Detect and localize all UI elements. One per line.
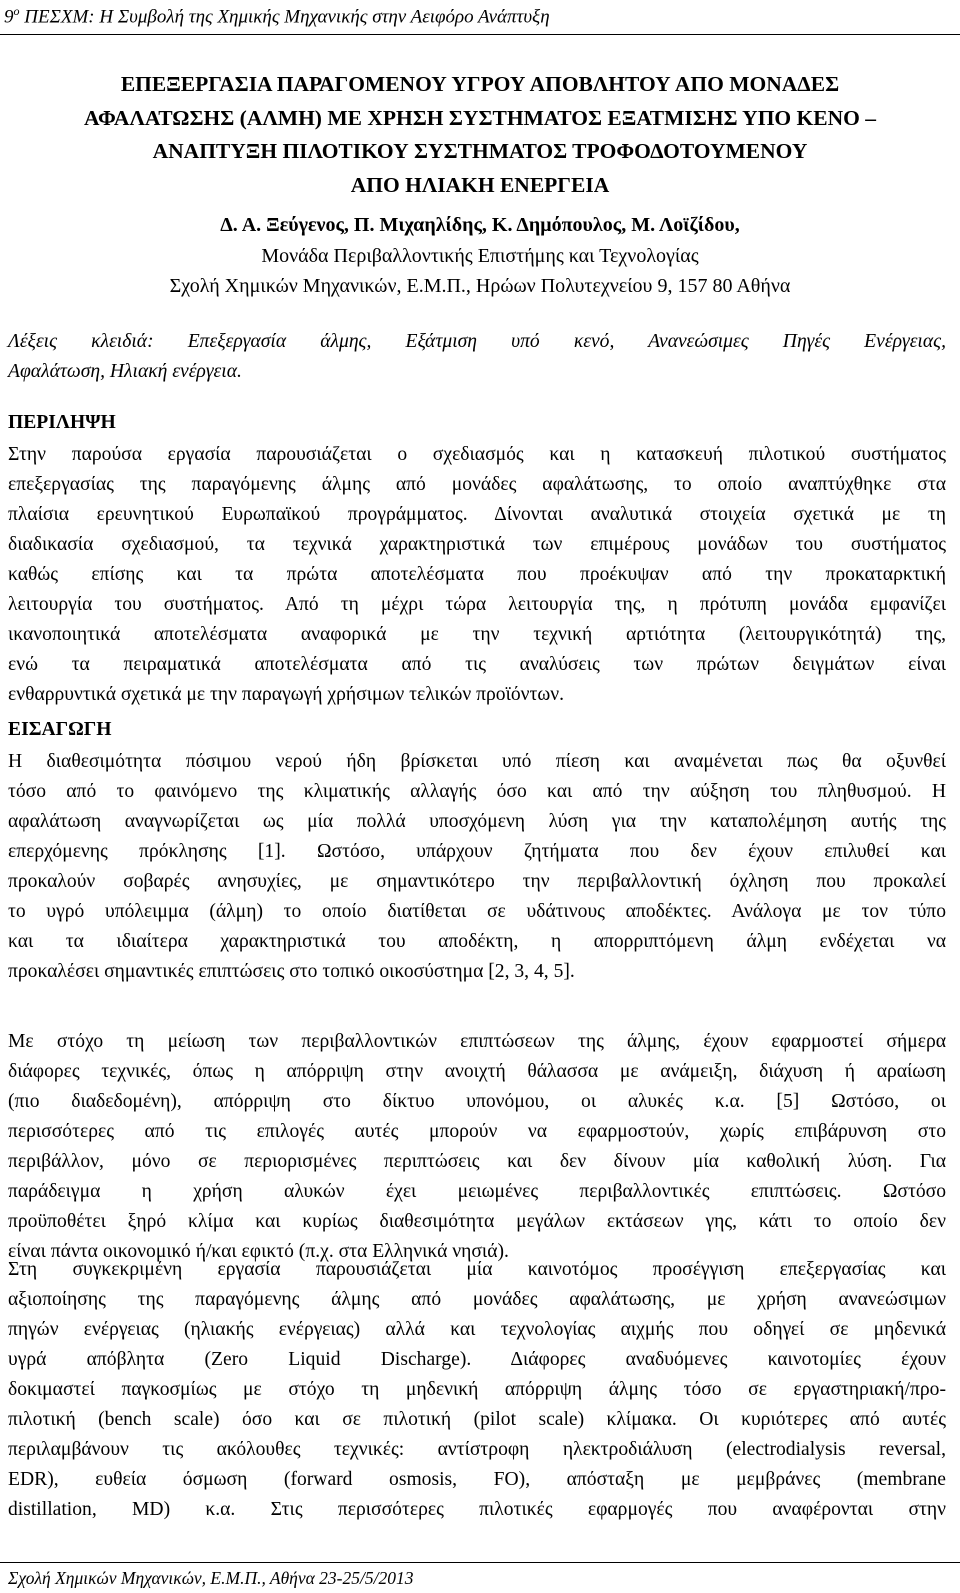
authors-block <box>30 210 930 302</box>
paragraph-line: διάφορες τεχνικές, όπως η απόρριψη στην ανοιχτή θάλασσα με ανάμειξη, διάχυση ή αραίωση <box>8 1061 946 1082</box>
paragraph-line: δοκιμαστεί παγκοσμίως με στόχο τη μηδενική απόρριψη άλμης τόσο σε εργαστηριακή/προ- <box>8 1379 946 1400</box>
abstract-heading: ΠΕΡΙΛΗΨΗ <box>8 412 116 433</box>
keywords <box>8 327 946 387</box>
paragraph-line: προϋποθέτει ξηρό κλίμα και κυρίως διαθεσιμότητα μεγάλων εκτάσεων γης, κάτι το οποίο δεν <box>8 1211 946 1232</box>
authors: Δ. Α. Ξεύγενος, Π. Μιχαηλίδης, Κ. Δημόπουλος, Μ. Λοϊζίδου, <box>220 214 740 236</box>
abstract-line: ενώ τα πειραματικά αποτελέσματα από τις αναλύσεις των πρώτων δειγμάτων είναι <box>8 654 946 675</box>
abstract-line: ικανοποιητικά αποτελέσματα αναφορικά με την τεχνική αρτιότητα (λειτουργικότητά) της, <box>8 624 946 645</box>
paragraph-line: Στη συγκεκριμένη εργασία παρουσιάζεται μία καινοτόμος προσέγγιση επεξεργασίας και <box>8 1259 946 1280</box>
affiliation-line: Σχολή Χημικών Μηχανικών, Ε.Μ.Π., Ηρώων Πολυτεχνείου 9, 157 80 Αθήνα <box>169 275 791 297</box>
abstract-line: λειτουργία του συστήματος. Από τη μέχρι τώρα λειτουργία της, η πρότυπη μονάδα εμφανίζει <box>8 594 946 615</box>
running-footer: Σχολή Χημικών Μηχανικών, Ε.Μ.Π., Αθήνα 23-25/5/2013 <box>8 1568 414 1588</box>
abstract-line: πλαίσια ερευνητικού Ευρωπαϊκού προγράμματος. Δίνονται αναλυτικά στοιχεία σχετικά με τη <box>8 504 946 525</box>
paragraph-line: επερχόμενης πρόκλησης [1]. Ωστόσο, υπάρχουν ζητήματα που δεν έχουν επιλυθεί και <box>8 841 946 862</box>
paragraph-line: EDR), ευθεία όσμωση (forward osmosis, FO), απόσταξη με μεμβράνες (membrane <box>8 1469 946 1490</box>
title-line: ΕΠΕΞΕΡΓΑΣΙΑ ΠΑΡΑΓΟΜΕΝΟΥ ΥΓΡΟΥ ΑΠΟΒΛΗΤΟΥ ΑΠΟ ΜΟΝΑΔΕΣ <box>120 72 840 96</box>
paragraph-line: παράδειγμα η χρήση αλυκών έχει μειωμένες περιβαλλοντικές επιπτώσεις. Ωστόσο <box>8 1181 946 1202</box>
affiliation-line: Μονάδα Περιβαλλοντικής Επιστήμης και Τεχνολογίας <box>261 244 699 267</box>
abstract-body <box>8 440 946 710</box>
paragraph-line: αξιοποίησης της παραγόμενης άλμης από μονάδες αφαλάτωσης, με χρήση ανανεώσιμων <box>8 1289 946 1310</box>
paragraph-line: είναι πάντα οικονομικό ή/και εφικτό (π.χ. στα Ελληνικά νησιά). <box>8 1241 509 1262</box>
keywords-line: Λέξεις κλειδιά: Επεξεργασία άλμης, Εξάτμιση υπό κενό, Ανανεώσιμες Πηγές Ενέργειας, <box>8 331 946 352</box>
paragraph-line: το υγρό υπόλειμμα (άλμη) το οποίο διατίθεται σε υδάτινους αποδέκτες. Ανάλογα με τον τύπο <box>8 901 946 922</box>
paragraph-line: distillation, MD) κ.α. Στις περισσότερες πιλοτικές εφαρμογές που αναφέρονται στην <box>8 1499 946 1520</box>
paragraph-line: τόσο από το φαινόμενο της κλιματικής αλλαγής όσο και από την αύξηση του πληθυσμού. Η <box>8 781 946 802</box>
paragraph-line: προκαλέσει σημαντικές επιπτώσεις στο τοπικό οικοσύστημα [2, 3, 4, 5]. <box>8 961 575 982</box>
paragraph-line: πηγών ενέργειας (ηλιακής ενέργειας) αλλά και τεχνολογίας αιχμής που οδηγεί σε μηδενικά <box>8 1319 946 1340</box>
paragraph-line: (πιο διαδεδομένη), απόρριψη στο δίκτυο υπονόμου, οι αλυκές κ.α. [5] Ωστόσο, οι <box>8 1091 946 1112</box>
abstract-line: επεξεργασίας της παραγόμενης άλμης από μονάδες αφαλάτωσης, το οποίο αναπτύχθηκε στα <box>8 474 946 495</box>
intro-paragraph-1 <box>8 747 946 987</box>
abstract-line: διαδικασία σχεδιασμού, τα τεχνικά χαρακτηριστικά των επιμέρους μονάδων του συστήματος <box>8 534 946 555</box>
paragraph-line: αφαλάτωση αναγνωρίζεται ως μία πολλά υποσχόμενη λύση για την καταπολέμηση αυτής της <box>8 811 946 832</box>
title-line: ΑΠΟ ΗΛΙΑΚΗ ΕΝΕΡΓΕΙΑ <box>350 172 610 197</box>
title-line: ΑΦΑΛΑΤΩΣΗΣ (ΑΛΜΗ) ΜΕ ΧΡΗΣΗ ΣΥΣΤΗΜΑΤΟΣ ΕΞΑΤΜΙΣΗΣ ΥΠΟ ΚΕΝΟ – <box>84 105 876 130</box>
introduction-heading: ΕΙΣΑΓΩΓΗ <box>8 719 112 740</box>
ordinal-superscript: ο <box>13 4 20 18</box>
intro-paragraph-3 <box>8 1255 946 1525</box>
paragraph-line: περιλαμβάνουν τις ακόλουθες τεχνικές: αντίστροφη ηλεκτροδιάλυση (electrodialysis reversal, <box>8 1439 946 1460</box>
paper-title <box>30 68 930 202</box>
paragraph-line: προκαλούν σοβαρές ανησυχίες, με σημαντικότερο την περιβαλλοντική όχληση που προκαλεί <box>8 871 946 892</box>
running-header <box>4 4 550 28</box>
paragraph-line: Η διαθεσιμότητα πόσιμου νερού ήδη βρίσκεται υπό πίεση και αναμένεται πως θα οξυνθεί <box>8 751 946 772</box>
abstract-line: ενθαρρυντικά σχετικά με την παραγωγή χρήσιμων τελικών προϊόντων. <box>8 684 565 705</box>
paragraph-line: υγρά απόβλητα (Zero Liquid Discharge). Διάφορες αναδυόμενες καινοτομίες έχουν <box>8 1349 946 1370</box>
paragraph-line: Με στόχο τη μείωση των περιβαλλοντικών επιπτώσεων της άλμης, έχουν εφαρμοστεί σήμερα <box>8 1031 946 1052</box>
conference-title: ΠΕΣΧΜ: Η Συμβολή της Χημικής Μηχανικής στην Αειφόρο Ανάπτυξη <box>19 6 550 28</box>
footer-rule <box>0 1562 960 1563</box>
paragraph-line: και τα ιδιαίτερα χαρακτηριστικά του αποδέκτη, η απορριπτόμενη άλμη ενδέχεται να <box>8 931 946 952</box>
paragraph-line: περισσότερες από τις επιλογές αυτές μπορούν να εφαρμοστούν, χωρίς επιβάρυνση στο <box>8 1121 946 1142</box>
intro-paragraph-2 <box>8 1027 946 1267</box>
abstract-line: Στην παρούσα εργασία παρουσιάζεται ο σχεδιασμός και η κατασκευή πιλοτικού συστήματος <box>8 444 946 465</box>
title-line: ΑΝΑΠΤΥΞΗ ΠΙΛΟΤΙΚΟΥ ΣΥΣΤΗΜΑΤΟΣ ΤΡΟΦΟΔΟΤΟΥΜΕΝΟΥ <box>152 139 808 163</box>
conference-ordinal: 9 <box>4 6 14 28</box>
abstract-line: καθώς επίσης και τα πρώτα αποτελέσματα που προέκυψαν από την προκαταρκτική <box>8 564 946 585</box>
paragraph-line: πιλοτική (bench scale) όσο και σε πιλοτική (pilot scale) κλίμακα. Οι κυριότερες από αυτές <box>8 1409 946 1430</box>
header-rule <box>0 34 960 35</box>
paragraph-line: περιβάλλον, μόνο σε περιορισμένες περιπτώσεις και δεν δίνουν μία καθολική λύση. Για <box>8 1151 946 1172</box>
keywords-line: Αφαλάτωση, Ηλιακή ενέργεια. <box>8 361 242 382</box>
